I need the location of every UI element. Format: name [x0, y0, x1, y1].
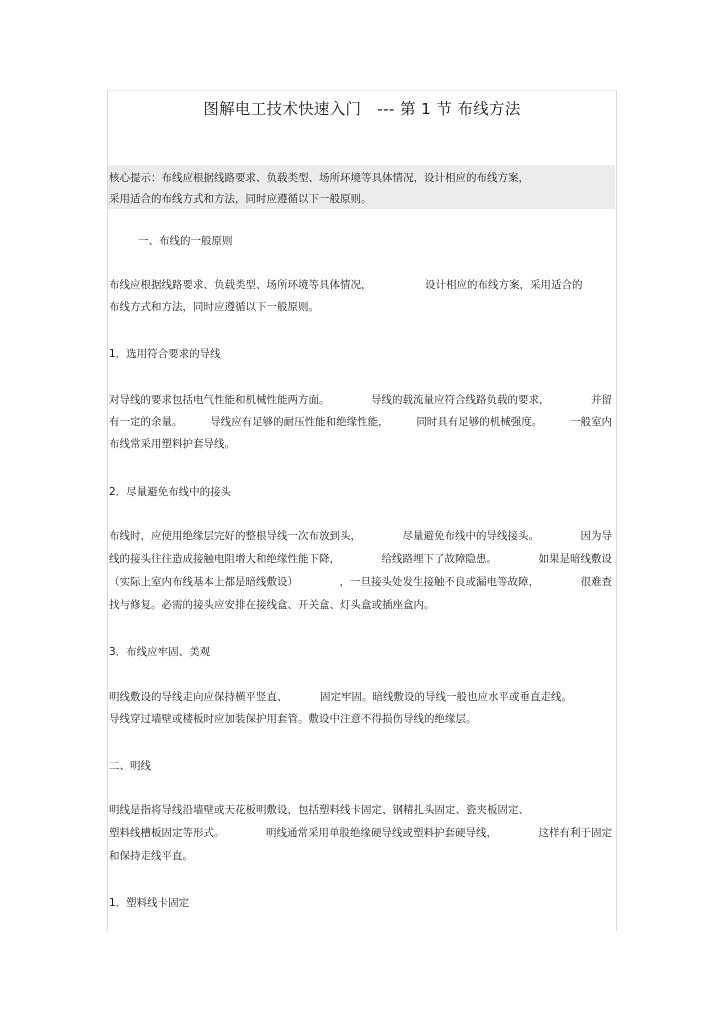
text-span: ，一旦接头处发生接触不良或漏电等故障， — [339, 576, 539, 588]
paragraph-text: 固定牢固。暗线敷设的导线一般也应水平或垂直走线。 — [320, 691, 572, 703]
paragraph-line — [109, 576, 612, 589]
page-title: 图解电工技术快速入门 --- 第 1 节 布线方法 — [203, 100, 521, 118]
text-span: 一般室内 — [569, 416, 612, 428]
text-span: 导线的载流量应符合线路负载的要求， — [371, 394, 550, 406]
paragraph-text: 明线是指将导线沿墙壁或天花板明敷设，包括塑料线卡固定、钢精扎头固定、瓷夹板固定、 — [109, 804, 529, 816]
text-span: 有一定的余量。 — [109, 416, 183, 428]
paragraph-text: 布线常采用塑料护套导线。 — [109, 438, 235, 450]
paragraph-line — [109, 553, 612, 566]
core-hint-line-1: 核心提示：布线应根据线路要求、负载类型、场所环境等具体情况，设计相应的布线方案， — [109, 172, 529, 184]
text-span: 导线应有足够的耐压性能和绝缘性能， — [210, 416, 389, 428]
subheading-avoid-joints: 2．尽量避免布线中的接头 — [109, 486, 232, 498]
paragraph-text: 明线敷设的导线走向应保持横平竖直、 — [109, 691, 288, 703]
text-span: 对导线的要求包括电气性能和机械性能两方面。 — [109, 394, 330, 406]
section-heading-general-principles: 一、布线的一般原则 — [138, 235, 233, 247]
text-span: （实际上室内布线基本上都是暗线敷设） — [109, 576, 298, 588]
subheading-select-wire: 1．选用符合要求的导线 — [109, 348, 221, 360]
section-heading-open-wiring: 二、明线 — [109, 760, 151, 772]
core-hint-line-2: 采用适合的布线方式和方法，同时应遵循以下一般原则。 — [109, 193, 372, 205]
paragraph-text: 布线方式和方法，同时应遵循以下一般原则。 — [109, 301, 319, 313]
text-span: 同时具有足够的机械强度。 — [416, 416, 543, 428]
text-span: 给线路埋下了故障隐患。 — [381, 553, 497, 565]
paragraph-text: 设计相应的布线方案，采用适合的 — [425, 279, 583, 291]
text-span: 尽量避免布线中的导线接头。 — [402, 530, 539, 542]
text-span: 如果是暗线敷设 — [538, 553, 612, 565]
text-span: 因为导 — [580, 530, 612, 542]
subheading-plastic-clip: 1．塑料线卡固定 — [109, 897, 190, 909]
text-span: 很难查 — [580, 576, 612, 588]
text-span: 布线时，应使用绝缘层完好的整根导线一次布放到头， — [109, 530, 361, 542]
subheading-firm-neat: 3．布线应牢固、美观 — [109, 646, 211, 658]
text-span: 这样有利于固定 — [538, 827, 612, 839]
text-span: 并留 — [591, 394, 612, 406]
paragraph-line — [109, 416, 612, 429]
paragraph-text: 和保持走线平直。 — [109, 850, 193, 862]
paragraph-text: 导线穿过墙壁或楼板时应加装保护用套管。敷设中注意不得损伤导线的绝缘层。 — [109, 713, 477, 725]
paragraph-line — [109, 394, 612, 407]
text-span: 明线通常采用单股绝缘硬导线或塑料护套硬导线， — [266, 827, 497, 839]
paragraph-text: 布线应根据线路要求、负载类型、场所环境等具体情况， — [109, 279, 372, 291]
text-span: 塑料线槽板固定等形式。 — [109, 827, 225, 839]
paragraph-line — [109, 530, 612, 543]
paragraph-line — [109, 827, 612, 840]
paragraph-text: 找与修复。必需的接头应安排在接线盒、开关盒、灯头盒或插座盒内。 — [109, 599, 435, 611]
text-span: 线的接头往往造成接触电阻增大和绝缘性能下降， — [109, 553, 340, 565]
